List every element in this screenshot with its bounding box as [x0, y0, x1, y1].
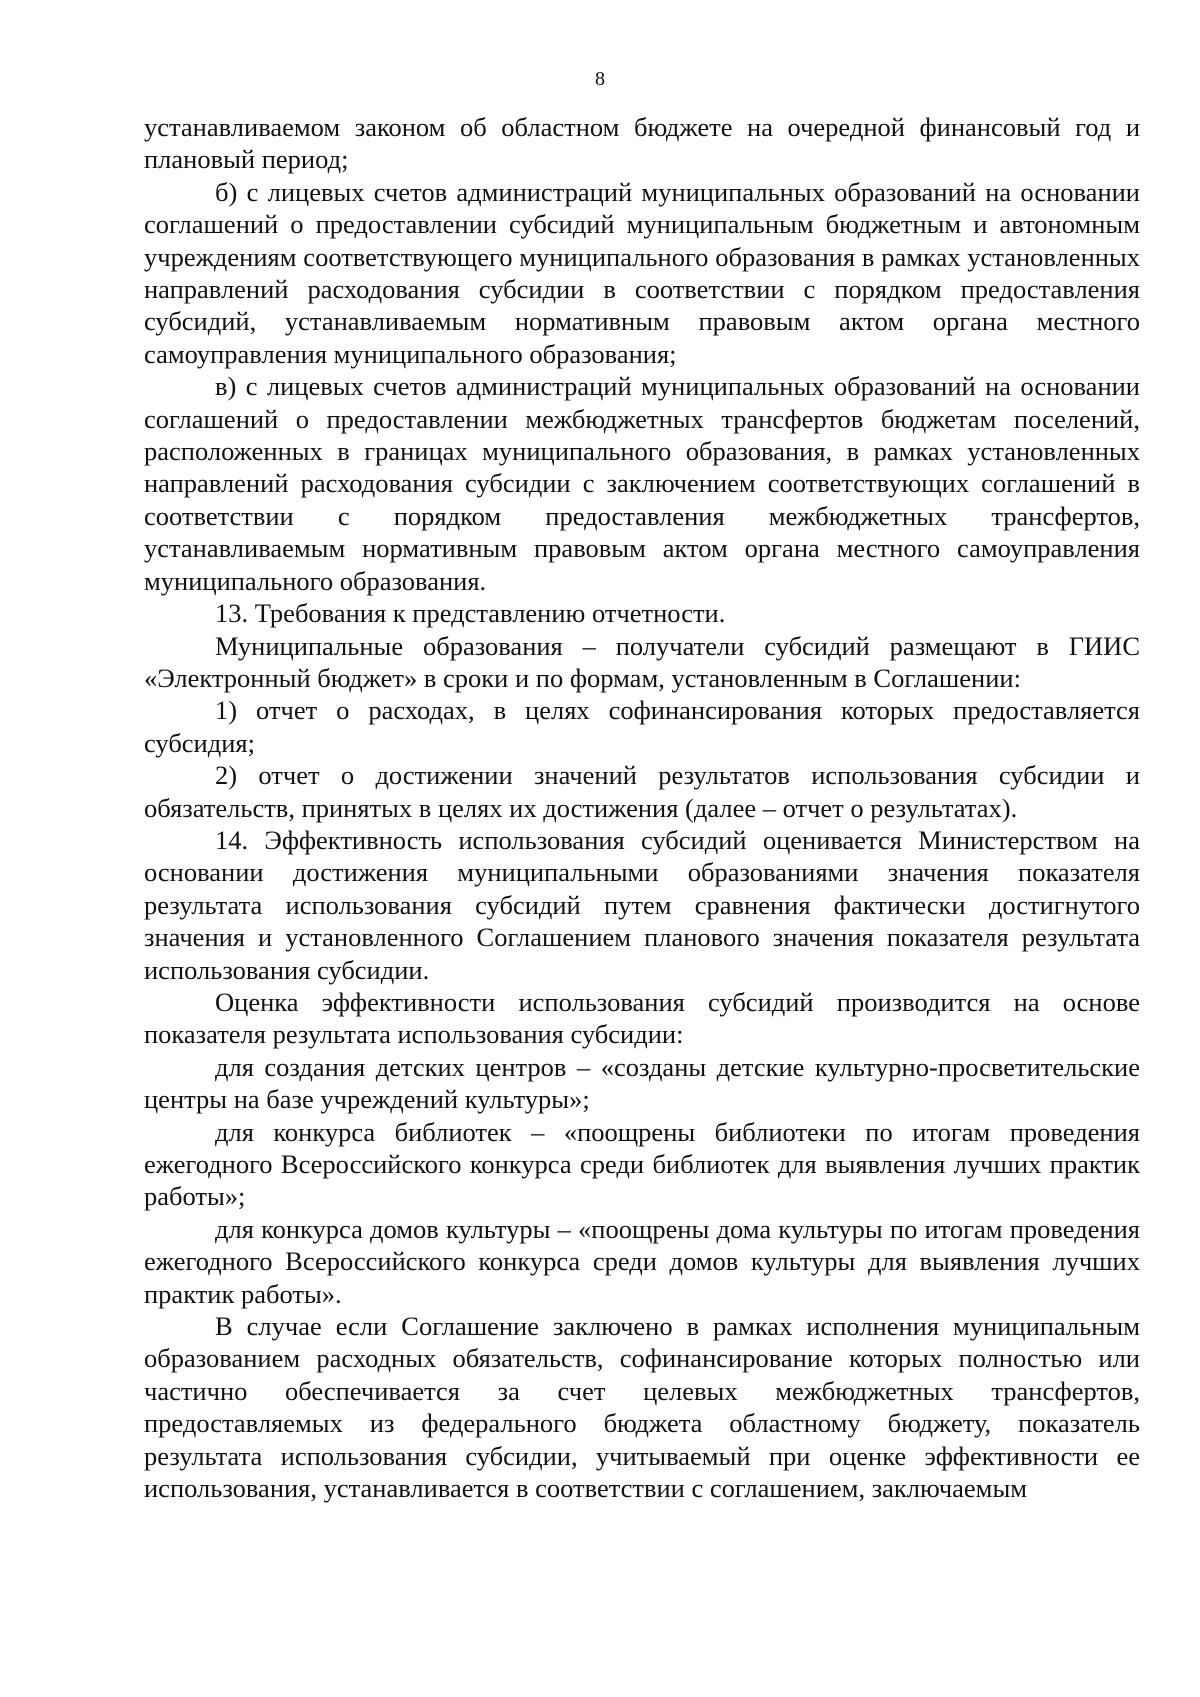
paragraph-section-14: 14. Эффективность использования субсидий оценивается Министерством на основании достижения муниципальными образованиями значения показателя результата использования субсидий путем сравнения фактически достигнутого значения и установленного Соглашением планового значения показателя результата использования субсидии. [144, 824, 1140, 985]
paragraph-children-centers: для создания детских центров – «созданы детские культурно-просветительские центры на базе учреждений культуры»; [144, 1051, 1140, 1115]
paragraph-efficiency-assessment: Оценка эффективности использования субсидий производится на основе показателя результата использования субсидии: [144, 986, 1140, 1050]
paragraph-report-results: 2) отчет о достижении значений результатов использования субсидии и обязательств, принятых в целях их достижения (далее – отчет о результатах). [144, 760, 1140, 823]
document-body [144, 111, 1140, 1504]
page-number: 8 [595, 68, 605, 90]
paragraph-culture-houses-contest: для конкурса домов культуры – «поощрены дома культуры по итогам проведения ежегодного Всероссийского конкурса среди домов культуры для выявления лучших практик работы». [144, 1213, 1140, 1309]
paragraph-report-expenses: 1) отчет о расходах, в целях софинансирования которых предоставляется субсидия; [144, 695, 1140, 758]
paragraph-item-v: в) с лицевых счетов администраций муниципальных образований на основании соглашений о предоставлении межбюджетных трансфертов бюджетам поселений, расположенных в границах муниципального образования, в рамках установленных направлений расходования субсидии с заключением соответствующих соглашений в соответствии с порядком предоставления межбюджетных трансфертов, устанавливаемым нормативным правовым актом органа местного самоуправления муниципального образования. [144, 371, 1140, 596]
paragraph-section-13-heading: 13. Требования к представлению отчетности. [215, 598, 726, 629]
paragraph-library-contest: для конкурса библиотек – «поощрены библиотеки по итогам проведения ежегодного Всероссийского конкурса среди библиотек для выявления лучших практик работы»; [144, 1116, 1140, 1212]
paragraph-reporting-intro: Муниципальные образования – получатели субсидий размещают в ГИИС «Электронный бюджет» в сроки и по формам, установленным в Соглашении: [144, 630, 1140, 693]
paragraph-item-b: б) с лицевых счетов администраций муниципальных образований на основании соглашений о предоставлении субсидий муниципальным бюджетным и автономным учреждениям соответствующего муниципального образования в рамках установленных направлений расходования субсидии в соответствии с порядком предоставления субсидий, устанавливаемым нормативным правовым актом органа местного самоуправления муниципального образования; [144, 176, 1140, 369]
paragraph-federal-cofinancing: В случае если Соглашение заключено в рамках исполнения муниципальным образованием расходных обязательств, софинансирование которых полностью или частично обеспечивается за счет целевых межбюджетных трансфертов, предоставляемых из федерального бюджета областному бюджету, показатель результата использования субсидии, учитываемый при оценке эффективности ее использования, устанавливается в соответствии с соглашением, заключаемым [144, 1311, 1140, 1504]
paragraph-budget-law-continuation: устанавливаемом законом об областном бюджете на очередной финансовый год и плановый период; [144, 112, 1140, 175]
